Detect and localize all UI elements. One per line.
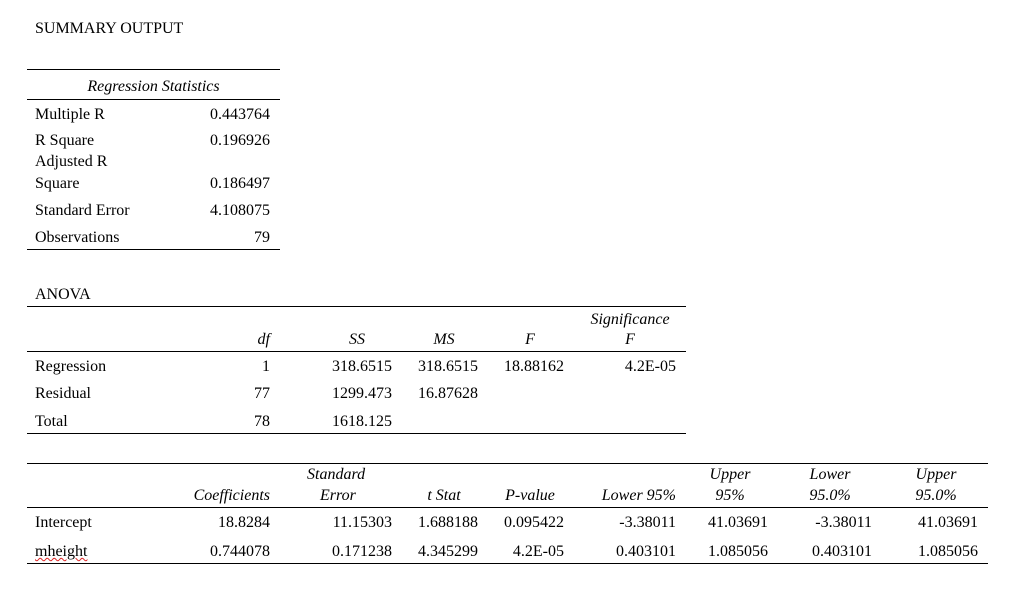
coef-mheight-p-value: 4.2E-05 [512, 543, 564, 560]
anova-heading: ANOVA [35, 286, 91, 303]
coef-header-rule [27, 507, 988, 508]
coef-mheight-label: mheight [35, 543, 88, 560]
anova-regression-ms: 318.6515 [418, 358, 478, 375]
stats-heading: Regression Statistics [87, 78, 220, 95]
coef-p-value-header: P-value [505, 487, 555, 504]
coef-top-rule [27, 463, 988, 464]
anova-bottom-rule [27, 433, 686, 434]
coef-intercept-upper95: 41.03691 [708, 514, 768, 531]
coef-coefficients-header: Coefficients [193, 487, 270, 504]
anova-ms-header: MS [433, 331, 455, 348]
anova-regression-ss: 318.6515 [332, 358, 392, 375]
coef-lower950-header-line2: 95.0% [809, 487, 851, 504]
anova-df-header: df [257, 331, 270, 348]
anova-f-header: F [525, 331, 535, 348]
coef-mheight-coefficient: 0.744078 [210, 543, 270, 560]
coef-intercept-lower95: -3.38011 [619, 514, 676, 531]
coef-intercept-p-value: 0.095422 [504, 514, 564, 531]
stats-bottom-rule [27, 249, 280, 250]
standard-error-label: Standard Error [35, 202, 130, 219]
anova-residual-ss: 1299.473 [332, 385, 392, 402]
adjusted-r-square-value: 0.186497 [210, 175, 270, 192]
coef-intercept-label: Intercept [35, 514, 92, 531]
coef-intercept-t-stat: 1.688188 [418, 514, 478, 531]
observations-value: 79 [254, 229, 270, 246]
coef-mheight-lower95: 0.403101 [616, 543, 676, 560]
multiple-r-label: Multiple R [35, 106, 105, 123]
coef-upper95-header-line2: 95% [715, 487, 745, 504]
anova-total-label: Total [35, 413, 68, 430]
coef-lower95-header: Lower 95% [601, 487, 676, 504]
coef-intercept-upper950: 41.03691 [918, 514, 978, 531]
stats-header-rule [27, 99, 280, 100]
coef-bottom-rule [27, 563, 988, 564]
coef-mheight-std-error: 0.171238 [332, 543, 392, 560]
anova-regression-f: 18.88162 [504, 358, 564, 375]
anova-regression-significance: 4.2E-05 [624, 358, 676, 375]
coef-mheight-lower950: 0.403101 [812, 543, 872, 560]
standard-error-value: 4.108075 [210, 202, 270, 219]
anova-residual-label: Residual [35, 385, 91, 402]
observations-label: Observations [35, 229, 120, 246]
adjusted-r-square-label-line2: Square [35, 175, 80, 192]
coef-t-stat-header: t Stat [427, 487, 461, 504]
stats-top-rule [27, 69, 280, 70]
coef-std-error-header-line2: Error [320, 487, 356, 504]
anova-top-rule [27, 306, 686, 307]
anova-header-rule [27, 351, 686, 352]
anova-total-ss: 1618.125 [332, 413, 392, 430]
r-square-label: R Square [35, 132, 95, 149]
anova-ss-header: SS [349, 331, 365, 348]
coef-upper950-header-line2: 95.0% [915, 487, 957, 504]
page-title: SUMMARY OUTPUT [35, 20, 184, 37]
anova-residual-ms: 16.87628 [418, 385, 478, 402]
coef-intercept-std-error: 11.15303 [332, 514, 392, 531]
coef-upper95-header-line1: Upper [709, 466, 751, 483]
anova-regression-label: Regression [35, 358, 107, 375]
anova-regression-df: 1 [262, 358, 270, 375]
anova-total-df: 78 [254, 413, 270, 430]
r-square-value: 0.196926 [210, 132, 270, 149]
coef-intercept-lower950: -3.38011 [815, 514, 872, 531]
coef-mheight-upper95: 1.085056 [708, 543, 768, 560]
multiple-r-value: 0.443764 [210, 106, 270, 123]
coef-std-error-header-line1: Standard [307, 466, 366, 483]
anova-residual-df: 77 [254, 385, 270, 402]
coef-upper950-header-line1: Upper [915, 466, 957, 483]
coef-lower950-header-line1: Lower [809, 466, 851, 483]
anova-significance-header-line1: Significance [590, 311, 670, 328]
coef-mheight-t-stat: 4.345299 [418, 543, 478, 560]
anova-significance-header-line2: F [625, 331, 635, 348]
coef-mheight-upper950: 1.085056 [918, 543, 978, 560]
coef-intercept-coefficient: 18.8284 [218, 514, 270, 531]
adjusted-r-square-label-line1: Adjusted R [35, 153, 108, 170]
